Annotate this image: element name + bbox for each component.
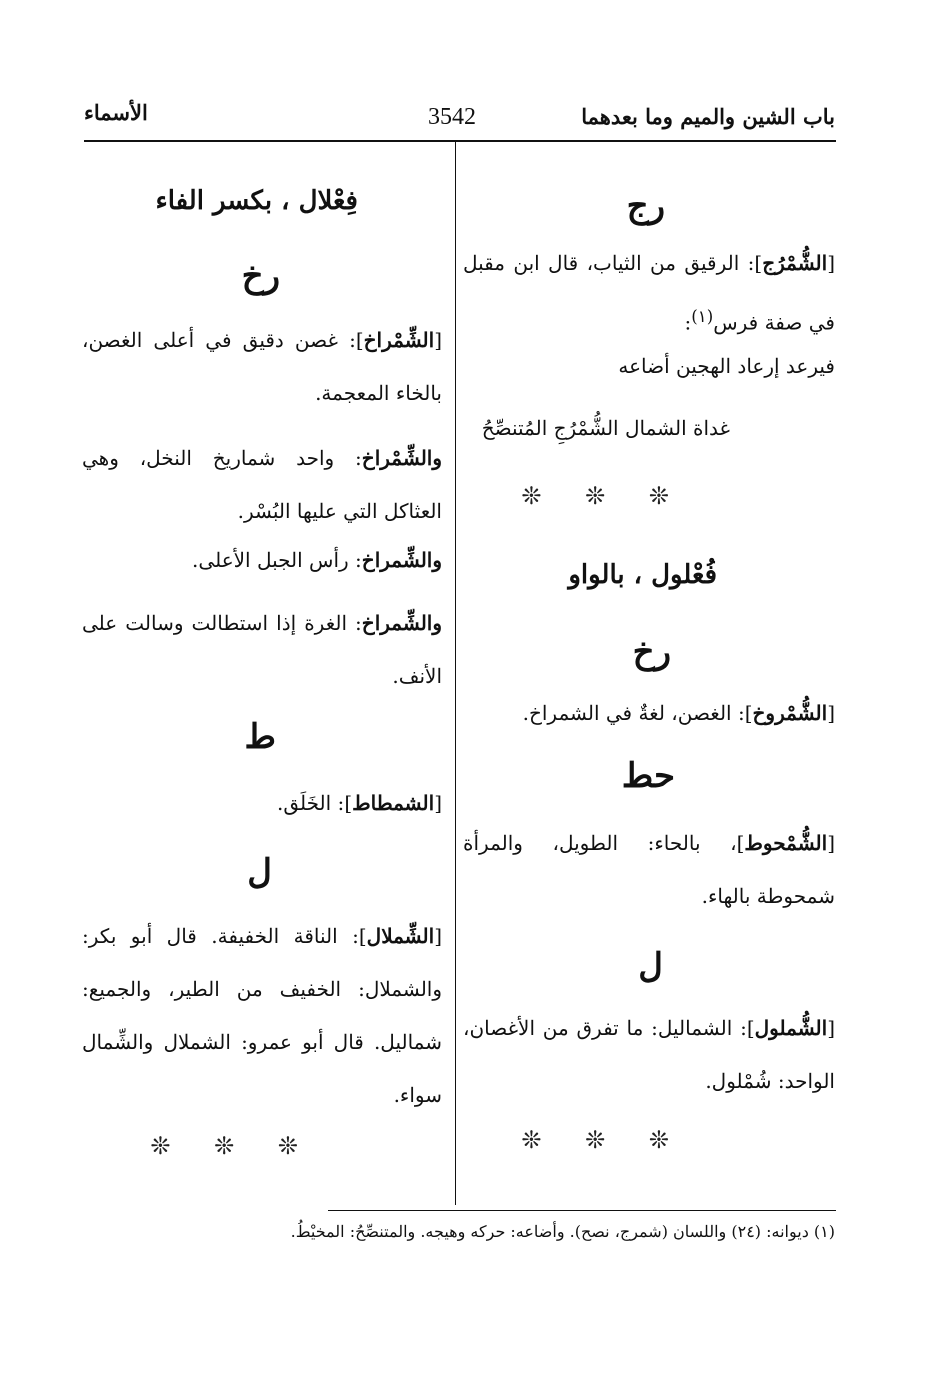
root-heading-rj: رج <box>626 186 665 226</box>
entry-shimrakh-1: [الشِّمْراخ]: غصن دقيق في أعلى الغصن، بالخاء المعجمة. <box>82 328 442 405</box>
entry-shimlal: [الشِّملال]: الناقة الخفيفة. قال أبو بكر: والشملال: الخفيف من الطير، والجميع: شماليل. قال أبو عمرو: الشملال والشِّمال سواء. <box>82 924 442 1107</box>
root-heading-rkh: رخ <box>632 632 671 672</box>
separator-stars-left: ❊ ❊ ❊ <box>150 1132 316 1160</box>
entry-shimrakh-4 <box>82 597 442 703</box>
entry-headword: والشِّمراخ <box>361 548 442 572</box>
root-heading-l-left: ل <box>247 852 272 892</box>
separator-stars-2: ❊ ❊ ❊ <box>521 1126 687 1154</box>
entry-shimtat: [الشمطاط]: الخَلَق. <box>276 791 442 815</box>
entry-headword: الشمطاط <box>352 791 435 815</box>
entry-definition: : الخَلَق. <box>276 791 345 815</box>
entry-headword: الشُّمْحوط <box>744 831 828 855</box>
verse-line-1: فيرعد إرعاد الهجين أضاعه <box>618 354 835 378</box>
root-heading-t: ط <box>244 717 276 757</box>
entry-definition: : واحد شماريخ النخل، وهي العثاكل التي عليها البُسْر. <box>82 446 442 523</box>
entry-headword: الشُّمْرُج <box>762 251 828 275</box>
entry-definition: ، بالحاء: الطويل، والمرأة شمحوطة بالهاء. <box>463 831 835 908</box>
entry-definition: : الشماليل: ما تفرق من الأغصان، الواحد: شُمْلول. <box>463 1016 835 1093</box>
pattern-heading-fuool: فُعْلول ، بالواو <box>568 560 717 590</box>
entry-tail: : <box>684 310 692 335</box>
page-number: 3542 <box>428 104 476 130</box>
entry-shumruj: [الشُّمْرُج]: الرقيق من الثياب، قال ابن مقبل في صفة فرس$^{(١)}$: <box>463 251 835 335</box>
entry-shimrakh-3 <box>82 534 442 587</box>
pattern-heading-filal: فِعْلال ، بكسر الفاء <box>155 186 358 216</box>
entry-definition: : رأس الجبل الأعلى. <box>192 548 362 572</box>
entry-headword: الشُّمْروخ <box>752 701 828 725</box>
entry-shimrakh-2 <box>82 432 442 538</box>
entry-headword: الشِّملال <box>366 924 435 948</box>
entry-shumrukh: [الشُّمْروخ]: الغصن، لغةٌ في الشمراخ. <box>522 701 835 725</box>
column-divider <box>455 142 456 1205</box>
entry-headword: الشِّمْراخ <box>363 328 435 352</box>
root-heading-l: ل <box>638 946 663 986</box>
entry-definition: : الغرة إذا استطالت وسالت على الأنف. <box>82 611 442 688</box>
entry-definition: : غصن دقيق في أعلى الغصن، بالخاء المعجمة. <box>82 328 442 405</box>
footnote-rule <box>328 1210 836 1211</box>
entry-shumhut: [الشُّمْحوط]، بالحاء: الطويل، والمرأة شمحوطة بالهاء. <box>463 831 835 908</box>
chapter-title: باب الشين والميم وما بعدهما <box>581 104 835 129</box>
root-heading-ht: حط <box>621 756 675 796</box>
section-title: الأسماء <box>84 100 148 125</box>
entry-headword: والشِّمراخ <box>361 611 442 635</box>
verse-line-2: غداة الشمال الشُّمْرُجِ المُتنصِّحُ <box>481 416 730 440</box>
footnote: (١) ديوانه: (٢٤) واللسان (شمرج، نصح). وأضاعه: حركه وهيجه. والمتنصِّحُ: المخيْطُ. <box>290 1222 835 1241</box>
entry-headword: الشُّملول <box>754 1016 828 1040</box>
entry-definition: : الغصن، لغةٌ في الشمراخ. <box>522 701 745 725</box>
entry-shumlul: [الشُّملول]: الشماليل: ما تفرق من الأغصان، الواحد: شُمْلول. <box>463 1016 835 1093</box>
root-heading-rkh-left: رخ <box>241 256 280 296</box>
entry-headword: والشِّمْراخ <box>361 446 442 470</box>
entry-definition: : الناقة الخفيفة. قال أبو بكر: والشملال: الخفيف من الطير، والجميع: شماليل. قال أبو عمرو: الشملال والشِّمال سواء. <box>82 924 442 1107</box>
footnote-marker: (١) <box>691 307 714 326</box>
header-rule <box>84 140 836 142</box>
separator-stars-1: ❊ ❊ ❊ <box>521 482 687 510</box>
entry-definition: : الرقيق من الثياب، قال ابن مقبل في صفة فرس <box>463 251 835 335</box>
